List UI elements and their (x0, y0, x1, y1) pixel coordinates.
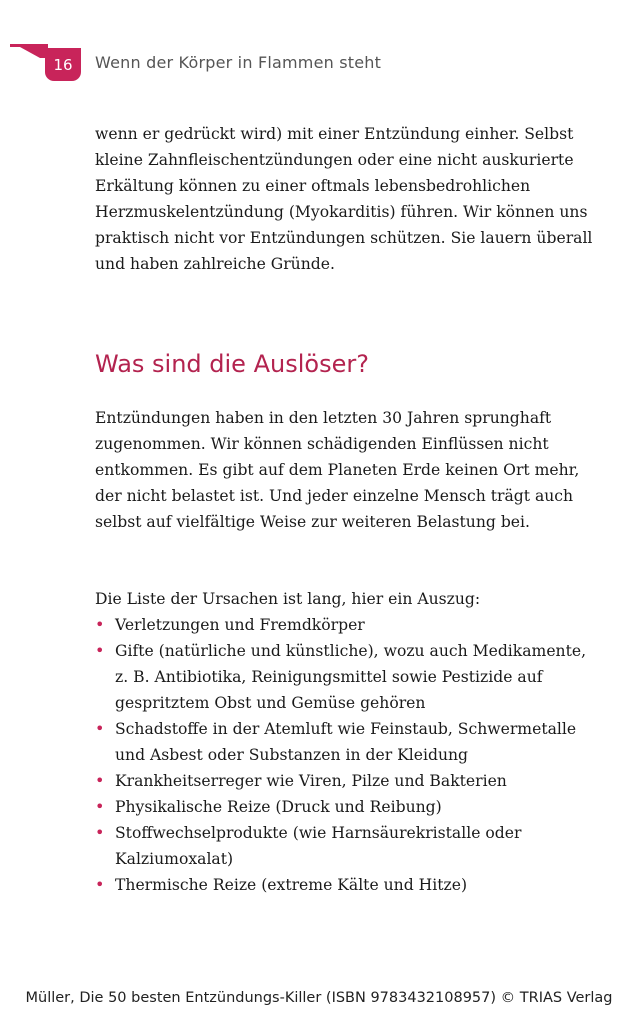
list-item: • Thermische Reize (extreme Kälte und Hitze) (95, 872, 595, 898)
page-number: 16 (45, 48, 81, 81)
bullet-icon: • (95, 823, 105, 842)
list-item: • Krankheitserreger wie Viren, Pilze und Bakterien (95, 768, 595, 794)
bullet-icon: • (95, 797, 105, 816)
bullet-icon: • (95, 719, 105, 738)
book-logo-icon (10, 44, 48, 58)
bullet-icon: • (95, 771, 105, 790)
list-item: • Stoffwechselprodukte (wie Harnsäurekristalle oder Kalziumoxalat) (95, 820, 595, 872)
running-title: Wenn der Körper in Flammen steht (95, 53, 382, 72)
section-heading: Was sind die Auslöser? (95, 350, 369, 378)
bullet-icon: • (95, 615, 105, 634)
list-item: • Schadstoffe in der Atemluft wie Feinstaub, Schwermetalle und Asbest oder Substanzen in der Kleidung (95, 716, 595, 768)
bullet-icon: • (95, 875, 105, 894)
bullet-icon: • (95, 641, 105, 660)
list-item: • Physikalische Reize (Druck und Reibung) (95, 794, 595, 820)
body-paragraph-1: wenn er gedrückt wird) mit einer Entzündung einher. Selbst kleine Zahnfleischentzündungen oder eine nicht auskurierte Erkältung können zu einer oftmals lebensbedrohlichen Herzmuskelentzündung (Myokarditis) führen. Wir können uns praktisch nicht vor Entzündungen schützen. Sie lauern überall und haben zahlreiche Gründe. (95, 125, 593, 273)
footer-citation: Müller, Die 50 besten Entzündungs-Killer (ISBN 9783432108957) © TRIAS Verlag (25, 990, 613, 1006)
list-item: • Gifte (natürliche und künstliche), wozu auch Medikamente, z. B. Antibiotika, Reinigungsmittel sowie Pestizide auf gespritztem Obst und Gemüse gehören (95, 638, 595, 716)
list-item: • Verletzungen und Fremdkörper (95, 612, 595, 638)
causes-list (95, 612, 595, 898)
body-paragraph-2: Entzündungen haben in den letzten 30 Jahren sprunghaft zugenommen. Wir können schädigenden Einflüssen nicht entkommen. Es gibt auf dem Planeten Erde keinen Ort mehr, der nicht belastet ist. Und jeder einzelne Mensch trägt auch selbst auf vielfältige Weise zur weiteren Belastung bei. (95, 409, 580, 531)
list-intro: Die Liste der Ursachen ist lang, hier ein Auszug: (95, 590, 481, 608)
